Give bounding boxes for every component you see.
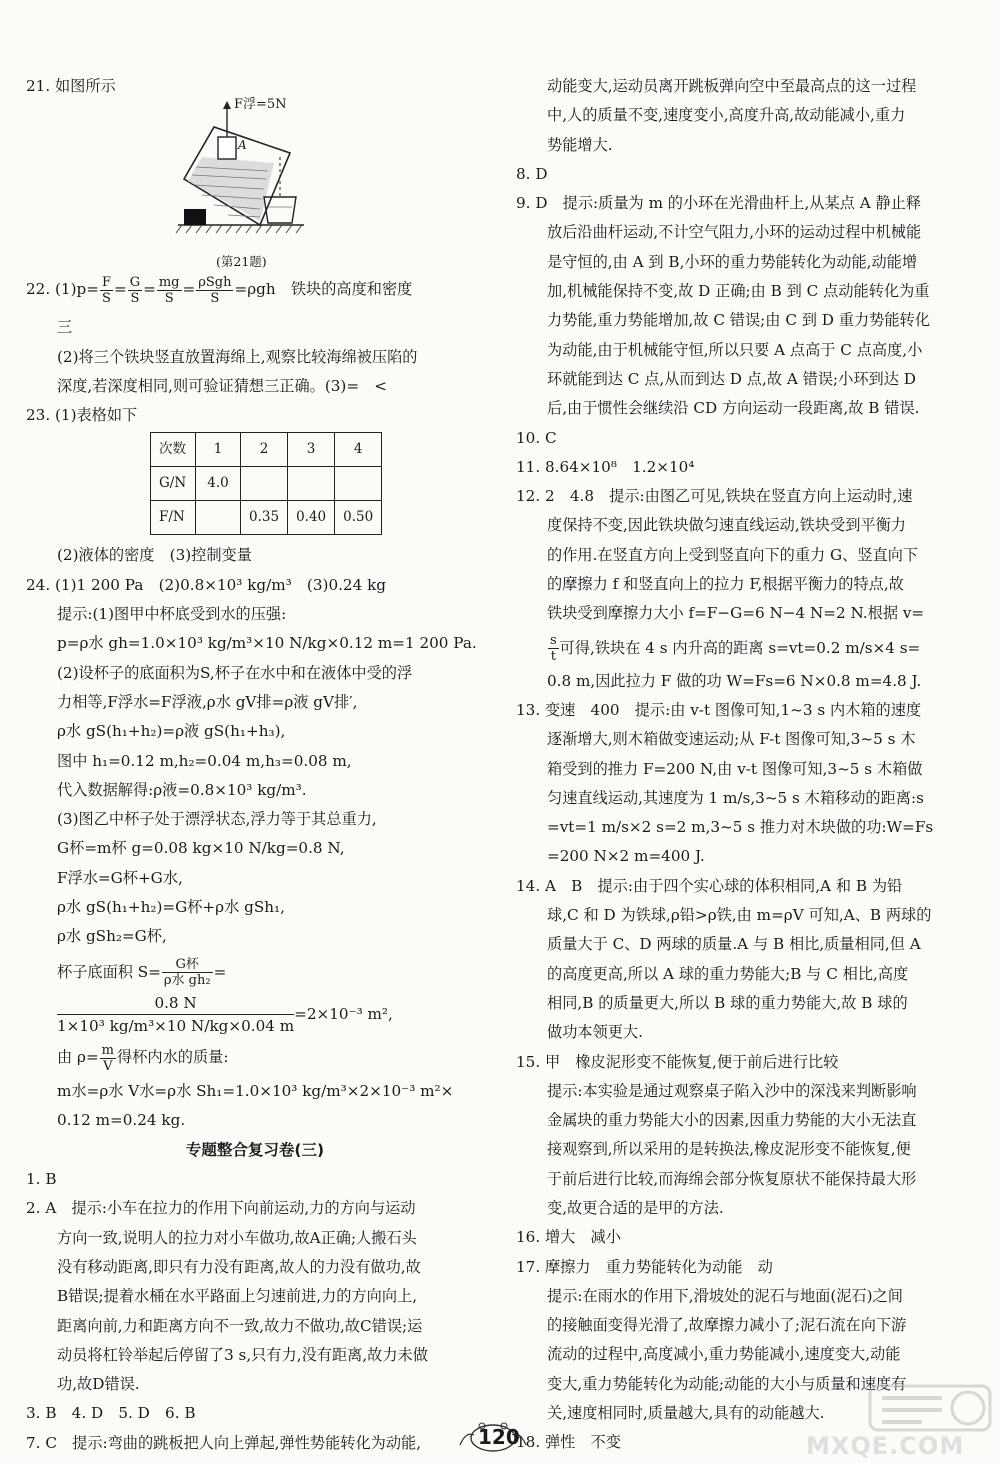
frac-num: mg — [158, 274, 180, 290]
answer-13-line-3: 箱受到的推力 F=200 N,由 v-t 图像可知,3~5 s 木箱做 — [547, 759, 923, 778]
fraction-m-v — [100, 1043, 116, 1074]
answer-2-line-7: 功,故D错误. — [57, 1375, 140, 1394]
answer-7-line-4: 势能增大. — [547, 135, 613, 154]
frac-den: 1×10³ kg/m³×10 N/kg×0.04 m — [57, 1017, 295, 1036]
answer-2-line-6: 动员将杠铃举起后停留了3 s,只有力,没有距离,故力未做 — [57, 1345, 428, 1364]
answer-14-line-3: 质量大于 C、D 两球的质量.A 与 B 相比,质量相同,但 A — [547, 935, 921, 954]
frac-num: F — [101, 274, 111, 290]
answer-24-line-18: 0.12 m=0.24 kg. — [57, 1111, 186, 1130]
fraction-area — [57, 992, 294, 1037]
answer-24-line-8: 代入数据解得:ρ液=0.8×10³ kg/m³. — [57, 780, 307, 799]
answer-24-line-6: ρ水 gS(h₁+h₂)=ρ液 gS(h₁+h₃), — [57, 722, 286, 741]
frac-num: G — [129, 274, 141, 290]
table-cell — [335, 467, 382, 501]
a12-text: 可得,铁块在 4 s 内升高的距离 s=vt=0.2 m/s×4 s= — [559, 638, 921, 657]
page-number — [456, 1421, 530, 1453]
answer-24-line-12: ρ水 gS(h₁+h₂)=G杯+ρ水 gSh₁, — [57, 898, 285, 917]
table-cell — [196, 501, 241, 535]
frac-num: m — [101, 1042, 114, 1058]
answer-1: 1. B — [26, 1170, 57, 1189]
answer-14-line-1: 14. A B 提示:由于四个实心球的体积相同,A 和 B 为铅 — [516, 876, 903, 895]
answer-12-line-1: 12. 2 4.8 提示:由图乙可见,铁块在竖直方向上运动时,速 — [516, 487, 913, 506]
answer-2-line-3: 没有移动距离,即只有力没有距离,故人的力没有做功,故 — [57, 1257, 421, 1276]
answer-15-line-2: 提示:本实验是通过观察桌子陷入沙中的深浅来判断影响 — [547, 1081, 917, 1100]
table-cell — [288, 467, 335, 501]
left-column — [26, 72, 484, 1458]
fraction-g-s — [128, 275, 142, 306]
table-cell: 4 — [335, 433, 382, 467]
answer-2-line-5: 距离向前,力和距离方向不一致,故力不做功,故C错误;运 — [57, 1316, 423, 1335]
table-row — [151, 467, 382, 501]
answer-2-line-4: B错误;提着水桶在水平路面上匀速前进,力的方向向上, — [57, 1287, 418, 1306]
table-cell: 3 — [288, 433, 335, 467]
answer-17-line-1: 17. 摩擦力 重力势能转化为动能 动 — [516, 1257, 773, 1276]
frac-den: t — [550, 649, 556, 665]
answer-23-line-1: 23. (1)表格如下 — [26, 406, 138, 425]
answer-9-line-5: 力势能,重力势能增加,故 C 错误;由 C 到 D 重力势能转化 — [547, 311, 930, 330]
frac-den: S — [102, 290, 111, 306]
frac-den: S — [164, 290, 174, 306]
answer-24-line-11: F浮水=G杯+G水, — [57, 868, 183, 887]
answer-22-line-4: 深度,若深度相同,则可验证猜想三正确。(3)= < — [57, 376, 387, 395]
q24-text: 得杯内水的质量: — [117, 1048, 229, 1067]
answer-22-line-3: (2)将三个铁块竖直放置海绵上,观察比较海绵被压陷的 — [57, 347, 418, 366]
answer-24-line-9: (3)图乙中杯子处于漂浮状态,浮力等于其总重力, — [57, 810, 377, 829]
answer-2-line-1: 2. A 提示:小车在拉力的作用下向前运动,力的方向与运动 — [26, 1199, 416, 1218]
answer-9-line-8: 后,由于惯性会继续沿 CD 方向运动一段距离,故 B 错误. — [547, 399, 920, 418]
q24-text: = — [213, 962, 227, 981]
right-column — [516, 72, 971, 1458]
table-cell — [241, 467, 288, 501]
answer-10: 10. C — [516, 428, 557, 447]
answer-14-line-4: 的高度更高,所以 A 球的重力势能大;B 与 C 相比,高度 — [547, 964, 909, 983]
frac-num: ρSgh — [198, 274, 232, 290]
q22-text: =ρgh 铁块的高度和密度 — [234, 280, 413, 299]
answer-21: 21. 如图所示 — [26, 77, 116, 95]
answer-22-line-2: 三 — [57, 318, 73, 337]
answer-7-line-3: 中,人的质量不变,速度变小,高度升高,故动能减小,重力 — [547, 106, 906, 125]
fraction-s-t — [548, 633, 559, 664]
answer-22-line-1: 22. (1)p= $\frac{F}{S}$ = $\frac{G}{S}$ = $\frac{mg}{S}$ = $\frac{\text{ρSgh}}{S}$ =ρgh 铁块的高度和密度 — [26, 274, 413, 306]
table-cell: 0.50 — [335, 501, 382, 535]
answer-17-line-6: 关,速度相同时,质量越大,具有的动能越大. — [547, 1404, 825, 1423]
answer-9-line-4: 加,机械能保持不变,故 D 正确;由 B 到 C 点动能转化为重 — [547, 282, 930, 301]
answer-9-line-7: 环就能到达 C 点,从而到达 D 点,故 A 错误;小环到达 D — [547, 369, 916, 388]
answer-13-line-5: =vt=1 m/s×2 s=2 m,3~5 s 推力对木块做的功:W=Fs — [547, 818, 934, 837]
point-a-label: A — [238, 138, 247, 153]
answer-24-line-13: ρ水 gSh₂=G杯, — [57, 927, 167, 946]
q24-text: 由 ρ= — [57, 1048, 99, 1067]
answer-24-line-1: 24. (1)1 200 Pa (2)0.8×10³ kg/m³ (3)0.24 kg — [26, 575, 387, 594]
answer-15-line-5: 于前后进行比较,而海绵会部分恢复原状不能保持最大形 — [547, 1169, 917, 1188]
answer-14-line-6: 做功本领更大. — [547, 1023, 643, 1042]
fraction-gcup — [162, 957, 213, 988]
q24-text: =2×10⁻³ m², — [294, 1004, 393, 1023]
answer-8: 8. D — [516, 164, 548, 183]
page-number-text: 120 — [478, 1425, 520, 1449]
answer-13-line-6: =200 N×2 m=400 J. — [547, 847, 705, 866]
answer-24-line-7: 图中 h₁=0.12 m,h₂=0.04 m,h₃=0.08 m, — [57, 751, 352, 770]
table-cell: G/N — [151, 467, 196, 501]
answer-17-line-2: 提示:在雨水的作用下,滑坡处的泥石与地面(泥石)之间 — [547, 1286, 903, 1305]
answer-2-line-2: 方向一致,说明人的拉力对小车做功,故A正确;人搬石头 — [57, 1228, 417, 1247]
answer-23-table — [150, 432, 382, 535]
answer-15-line-6: 变,故更合适的是甲的方法. — [547, 1198, 724, 1217]
answer-12-line-4: 的摩擦力 f 和竖直向上的拉力 F,根据平衡力的特点,故 — [547, 575, 904, 594]
answer-24-line-17: m水=ρ水 V水=ρ水 Sh₁=1.0×10³ kg/m³×2×10⁻³ m²× — [57, 1082, 454, 1101]
force-label: F浮=5N — [234, 97, 287, 113]
frac-num: 0.8 N — [57, 992, 294, 1015]
answer-9-line-1: 9. D 提示:质量为 m 的小环在光滑曲杆上,从某点 A 静止释 — [516, 194, 922, 213]
watermark-text: MXQE.COM — [806, 1432, 965, 1460]
table-cell: 1 — [196, 433, 241, 467]
frac-num: G杯 — [162, 957, 213, 973]
q22-text: 22. (1)p= — [26, 280, 99, 299]
answer-24-line-4: (2)设杯子的底面积为S,杯子在水中和在液体中受的浮 — [57, 663, 413, 682]
answer-7-line-1: 7. C 提示:弯曲的跳板把人向上弹起,弹性势能转化为动能, — [26, 1433, 422, 1452]
table-row — [151, 433, 382, 467]
answer-9-line-3: 是守恒的,由 A 到 B,小环的重力势能转化为动能,动能增 — [547, 252, 918, 271]
answer-24-line-3: p=ρ水 gh=1.0×10³ kg/m³×10 N/kg×0.12 m=1 200 Pa. — [57, 634, 477, 653]
fraction-rhosgh-s — [196, 275, 233, 306]
figure-caption: (第21题) — [216, 254, 267, 270]
q24-text: 杯子底面积 S= — [57, 962, 161, 981]
answer-12-line-7: 0.8 m,因此拉力 F 做的功 W=Fs=6 N×0.8 m=4.8 J. — [547, 671, 922, 690]
answer-13-line-1: 13. 变速 400 提示:由 v-t 图像可知,1~3 s 内木箱的速度 — [516, 700, 922, 719]
answer-15-line-1: 15. 甲 橡皮泥形变不能恢复,便于前后进行比较 — [516, 1052, 839, 1071]
answer-12-line-2: 度保持不变,因此铁块做匀速直线运动,铁块受到平衡力 — [547, 516, 906, 535]
table-row — [151, 501, 382, 535]
answer-13-line-2: 逐渐增大,则木箱做变速运动;从 F-t 图像可知,3~5 s 木 — [547, 730, 916, 749]
answer-14-line-5: 相同,B 的质量更大,所以 B 球的重力势能大,故 B 球的 — [547, 993, 908, 1012]
answer-24-line-15 — [26, 992, 484, 1038]
answer-24-line-16 — [26, 1037, 484, 1077]
frac-den: S — [130, 290, 140, 306]
watermark-logo-icon — [800, 1380, 996, 1436]
answer-24-line-2: 提示:(1)图甲中杯底受到水的压强: — [57, 605, 287, 624]
answer-17-line-5: 变大,重力势能转化为动能;动能的大小与质量和速度有 — [547, 1374, 907, 1393]
answer-23-line-2: (2)液体的密度 (3)控制变量 — [57, 546, 252, 565]
answer-9-line-6: 为动能,由于机械能守恒,所以只要 A 点高于 C 点高度,小 — [547, 340, 923, 359]
answer-11: 11. 8.64×10⁸ 1.2×10⁴ — [516, 457, 695, 476]
table-cell: F/N — [151, 501, 196, 535]
answer-12-line-5: 铁块受到摩擦力大小 f=F−G=6 N−4 N=2 N.根据 v= — [547, 604, 925, 623]
answer-12-line-6 — [516, 629, 971, 667]
fraction-mg-s — [157, 275, 182, 306]
table-cell: 0.35 — [241, 501, 288, 535]
answer-18: 18. 弹性 不变 — [516, 1433, 621, 1452]
frac-den: ρ水 gh₂ — [163, 973, 211, 989]
answer-3-6: 3. B 4. D 5. D 6. B — [26, 1404, 196, 1423]
section-title: 专题整合复习卷(三) — [185, 1140, 325, 1159]
answer-9-line-2: 放后沿曲杆运动,不计空气阻力,小环的运动过程中机械能 — [547, 223, 922, 242]
table-cell: 4.0 — [196, 467, 241, 501]
answer-24-line-5: 力相等,F浮水=F浮液,ρ水 gV排=ρ液 gV排′, — [57, 692, 358, 711]
answer-17-line-4: 流动的过程中,高度减小,重力势能减小,速度变大,动能 — [547, 1345, 901, 1364]
answer-16: 16. 增大 减小 — [516, 1228, 621, 1247]
answer-17-line-3: 的接触面变得光滑了,故摩擦力减小了;泥石流在向下游 — [547, 1316, 907, 1335]
answer-13-line-4: 匀速直线运动,其速度为 1 m/s,3~5 s 木箱移动的距离:s — [547, 788, 924, 807]
table-cell: 次数 — [151, 433, 196, 467]
table-cell: 0.40 — [288, 501, 335, 535]
fraction-f-s — [100, 275, 113, 306]
frac-den: V — [103, 1058, 113, 1074]
figure-21 — [156, 97, 484, 271]
table-cell: 2 — [241, 433, 288, 467]
answer-24-line-14 — [26, 952, 484, 992]
float-diagram — [156, 101, 316, 241]
answer-7-line-2: 动能变大,运动员离开跳板弹向空中至最高点的这一过程 — [547, 77, 917, 95]
frac-den: S — [210, 290, 220, 306]
answer-12-line-3: 的作用.在竖直方向上受到竖直向下的重力 G、竖直向下 — [547, 545, 919, 564]
answer-15-line-4: 接观察到,所以采用的是转换法,橡皮泥形变不能恢复,便 — [547, 1140, 911, 1159]
answer-15-line-3: 金属块的重力势能大小的因素,因重力势能的大小无法直 — [547, 1111, 917, 1130]
frac-num: s — [550, 633, 557, 649]
answer-24-line-10: G杯=m杯 g=0.08 kg×10 N/kg=0.8 N, — [57, 839, 345, 858]
answer-14-line-2: 球,C 和 D 为铁球,ρ铅>ρ铁,由 m=ρV 可知,A、B 两球的 — [547, 906, 932, 925]
watermark — [800, 1380, 996, 1460]
